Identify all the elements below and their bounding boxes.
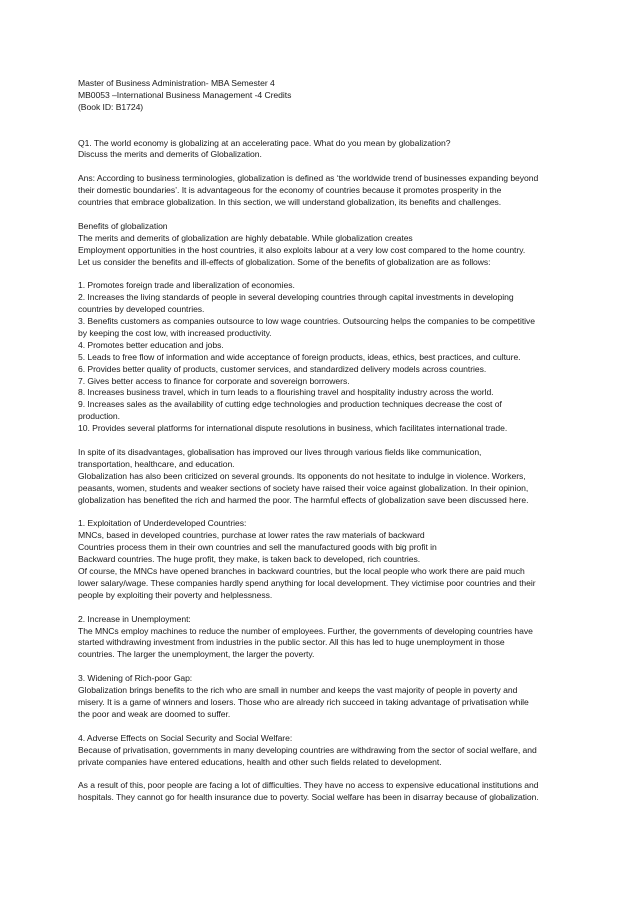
paragraph-line: countries. The larger the unemployment, the larger the poverty.: [78, 649, 315, 660]
list-item: 8. Increases business travel, which in turn leads to a flourishing travel and hospitality industry across the world.: [78, 387, 494, 398]
paragraph-line: Globalization has also been criticized on several grounds. Its opponents do not hesitate to indulge in violence. Workers,: [78, 470, 526, 481]
benefits-heading: Benefits of globalization: [78, 220, 168, 231]
paragraph-line: In spite of its disadvantages, globalisation has improved our lives through various fields like communication,: [78, 447, 482, 457]
list-item: 4. Promotes better education and jobs.: [78, 339, 224, 350]
list-item: production.: [78, 411, 120, 422]
question-paragraph: [78, 138, 582, 162]
list-item: 1. Promotes foreign trade and liberalization of economies.: [78, 280, 295, 291]
paragraph-line: MNCs, based in developed countries, purchase at lower rates the raw materials of backward: [78, 530, 425, 541]
paragraph-line: peasants, women, students and weaker sections of society have raised their voice against globalization. In their opinion,: [78, 482, 529, 493]
section-heading: 4. Adverse Effects on Social Security and Social Welfare:: [78, 732, 293, 743]
course-title: MB0053 –International Business Management -4 Credits: [78, 89, 292, 100]
paragraph-line: transportation, healthcare, and education.: [78, 458, 235, 469]
paragraph-line: Of course, the MNCs have opened branches in backward countries, but the local people who work there are paid much: [78, 566, 525, 577]
paragraph-line: Countries process them in their own countries and sell the manufactured goods with big profit in: [78, 542, 437, 553]
section-heading: 2. Increase in Unemployment:: [78, 613, 191, 624]
disadvantages-intro-paragraph: [78, 447, 582, 507]
closing-paragraph: [78, 780, 582, 804]
paragraph-line: Backward countries. The huge profit, they make, is taken back to developed, rich countries.: [78, 554, 421, 565]
document-header: [78, 78, 582, 114]
paragraph-line: Globalization brings benefits to the rich who are small in number and keeps the vast majority of people in poverty and: [78, 685, 518, 696]
list-item: 5. Leads to free flow of information and wide acceptance of foreign products, ideas, ethics, best practices, and culture.: [78, 351, 521, 362]
list-item: countries by developed countries.: [78, 304, 205, 315]
paragraph-line: Because of privatisation, governments in many developing countries are withdrawing from the sector of social welfare, and: [78, 744, 537, 755]
paragraph-line: globalization has benefited the rich and harmed the poor. The harmful effects of globalization save been discussed here.: [78, 494, 529, 505]
section-rich-poor-gap: [78, 673, 582, 721]
paragraph-line: started withdrawing investment from industries in the public sector. All this has led to huge unemployment in those: [78, 637, 505, 648]
paragraph-line: The MNCs employ machines to reduce the number of employees. Further, the governments of developing countries have: [78, 625, 533, 636]
section-exploitation: [78, 518, 582, 601]
list-item: 3. Benefits customers as companies outsource to low wage countries. Outsourcing helps the companies to be competitive: [78, 316, 536, 327]
section-social-security: [78, 733, 582, 769]
answer-line: Ans: According to business terminologies, globalization is defined as ‘the worldwide trend of businesses expanding beyond: [78, 173, 539, 184]
list-item: 9. Increases sales as the availability of cutting edge technologies and production techniques decrease the cost of: [78, 399, 502, 410]
answer-line: countries that embrace globalization. In this section, we will understand globalization, its benefits and challenges.: [78, 197, 502, 208]
paragraph-line: As a result of this, poor people are facing a lot of difficulties. They have no access to expensive educational institutions and: [78, 780, 539, 791]
paragraph-line: hospitals. They cannot go for health insurance due to poverty. Social welfare has been in disarray because of globalization.: [78, 792, 539, 803]
benefits-intro-line: Employment opportunities in the host countries, it also exploits labour at a very low cost compared to the home country.: [78, 244, 526, 255]
question-line: Discuss the merits and demerits of Globalization.: [78, 149, 262, 160]
paragraph-line: people by exploiting their poverty and helplessness.: [78, 589, 273, 600]
list-item: 6. Provides better quality of products, customer services, and standardized delivery models across countries.: [78, 363, 487, 374]
list-item: by keeping the cost low, with increased productivity.: [78, 327, 272, 338]
section-unemployment: [78, 614, 582, 662]
question-line: Q1. The world economy is globalizing at an accelerating pace. What do you mean by globalization?: [78, 137, 451, 148]
paragraph-line: misery. It is a game of winners and losers. Those who are already rich succeed in taking advantage of privatisation while: [78, 696, 529, 707]
paragraph-line: private companies have entered educations, health and other such fields related to development.: [78, 756, 442, 767]
book-id: (Book ID: B1724): [78, 101, 144, 112]
answer-line: their domestic boundaries’. It is advantageous for the economy of countries because it promotes prosperity in the: [78, 185, 502, 196]
section-heading: 3. Widening of Rich-poor Gap:: [78, 673, 193, 684]
benefits-list: [78, 280, 582, 435]
benefits-intro-line: The merits and demerits of globalization are highly debatable. While globalization creates: [78, 232, 413, 243]
list-item: 7. Gives better access to finance for corporate and sovereign borrowers.: [78, 375, 350, 386]
benefits-intro-paragraph: [78, 221, 582, 269]
list-item: 2. Increases the living standards of people in several developing countries through capital investments in developing: [78, 292, 514, 303]
paragraph-line: lower salary/wage. These companies hardly spend anything for local development. They victimise poor countries and their: [78, 577, 536, 588]
program-title: Master of Business Administration- MBA Semester 4: [78, 78, 275, 88]
list-item: 10. Provides several platforms for international dispute resolutions in business, which facilitates international trade.: [78, 423, 508, 434]
section-heading: 1. Exploitation of Underdeveloped Countries:: [78, 518, 247, 529]
paragraph-line: the poor and weak are doomed to suffer.: [78, 708, 231, 719]
answer-intro-paragraph: [78, 173, 582, 209]
benefits-intro-line: Let us consider the benefits and ill-effects of globalization. Some of the benefits of globalization are as follows:: [78, 256, 491, 267]
